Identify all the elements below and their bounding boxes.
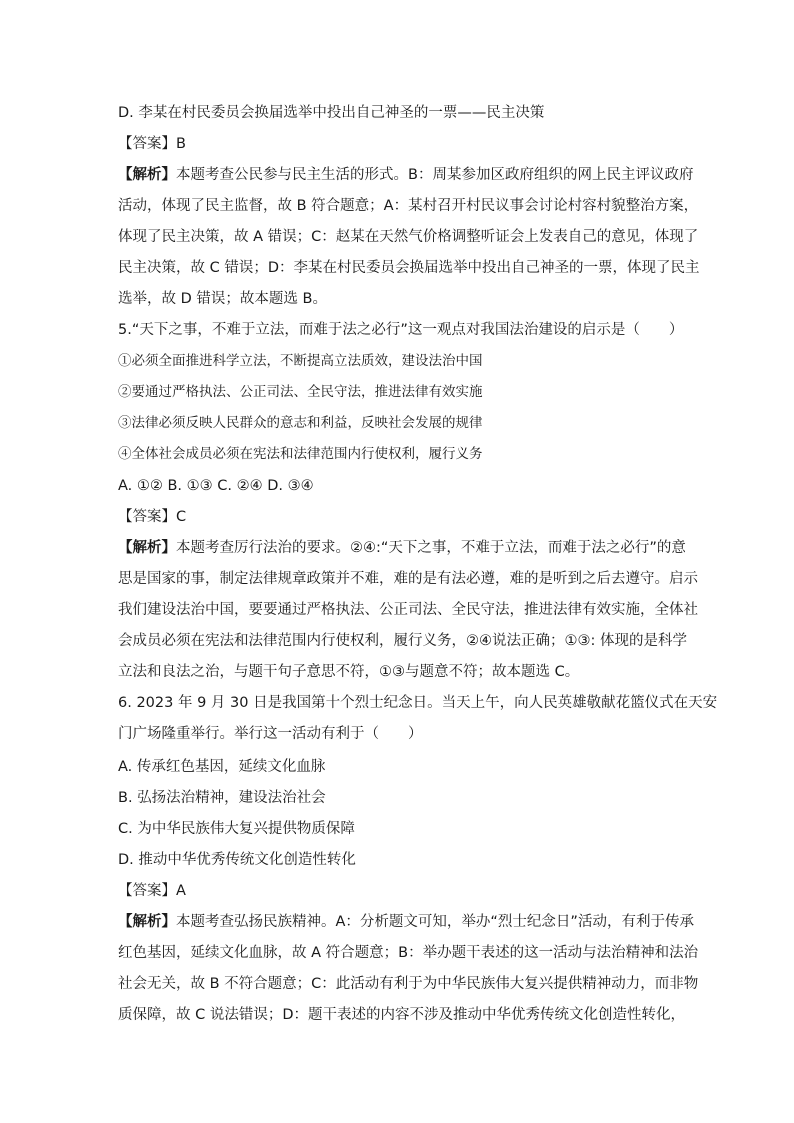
q6-analysis-line-2: 红色基因，延续文化血脉，故 A 符合题意；B：举办题干表述的这一活动与法治精神和法治 [118,945,699,961]
q5-statement-2: ②要通过严格执法、公正司法、全民守法，推进法律有效实施 [118,384,483,400]
q4-answer: 【答案】B [118,136,186,152]
q6-analysis-line-4: 质保障，故 C 说法错误；D：题干表述的内容不涉及推动中华优秀传统文化创造性转化， [118,1007,686,1023]
q5-stem: 5.“天下之事，不难于立法，而难于法之必行”这一观点对我国法治建设的启示是（ ） [118,322,684,338]
q5-analysis-line-1: 【解析】本题考查厉行法治的要求。②④:“天下之事，不难于立法，而难于法之必行”的意 [118,540,686,556]
q4-option-d: D. 李某在村民委员会换届选举中投出自己神圣的一票——民主决策 [118,105,545,121]
q6-stem-line-1: 6. 2023 年 9 月 30 日是我国第十个烈士纪念日。当天上午，向人民英雄敬献花篮仪式在天安 [118,695,718,711]
q4-analysis-line-2: 活动，体现了民主监督，故 B 符合题意；A：某村召开村民议事会讨论村容村貌整治方案， [118,198,699,214]
q5-analysis-line-3: 我们建设法治中国，要要通过严格执法、公正司法、全民守法，推进法律有效实施，全体社 [118,602,698,618]
q6-option-a: A. 传承红色基因，延续文化血脉 [118,759,326,775]
q5-statement-4: ④全体社会成员必须在宪法和法律范围内行使权利，履行义务 [118,446,483,462]
q4-analysis-line-1: 【解析】本题考查公民参与民主生活的形式。B：周某参加区政府组织的网上民主评议政府 [118,167,694,183]
q4-analysis-line-3: 体现了民主决策，故 A 错误；C：赵某在天然气价格调整听证会上发表自己的意见，体现了 [118,229,699,245]
q6-option-d: D. 推动中华优秀传统文化创造性转化 [118,852,356,868]
q5-statement-3: ③法律必须反映人民群众的意志和利益，反映社会发展的规律 [118,415,483,431]
q6-analysis-line-3: 社会无关，故 B 不符合题意；C：此活动有利于为中华民族伟大复兴提供精神动力，而非物 [118,976,699,992]
q5-answer: 【答案】C [118,509,187,525]
q5-statement-1: ①必须全面推进科学立法，不断提高立法质效，建设法治中国 [118,353,483,369]
q4-analysis-line-4: 民主决策，故 C 错误；D：李某在村民委员会换届选举中投出自己神圣的一票，体现了民主 [118,260,700,276]
q5-analysis-line-5: 立法和良法之治，与题干句子意思不符，①③与题意不符；故本题选 C。 [118,664,580,680]
q6-answer: 【答案】A [118,883,186,899]
analysis-label: 【解析】 [118,914,176,930]
analysis-label: 【解析】 [118,540,176,556]
q6-stem-line-2: 门广场隆重举行。举行这一活动有利于（ ） [118,726,423,742]
q6-option-c: C. 为中华民族伟大复兴提供物质保障 [118,821,355,837]
q6-analysis-line-1: 【解析】本题考查弘扬民族精神。A：分析题文可知，举办“烈士纪念日”活动，有利于传承 [118,914,694,930]
q5-analysis-line-4: 会成员必须在宪法和法律范围内行使权利，履行义务，②④说法正确；①③: 体现的是科学 [118,633,687,649]
q6-option-b: B. 弘扬法治精神，建设法治社会 [118,790,326,806]
analysis-label: 【解析】 [118,167,176,183]
q5-analysis-line-2: 思是国家的事，制定法律规章政策并不难，难的是有法必遵，难的是听到之后去遵守。启示 [118,571,698,587]
q4-analysis-line-5: 选举，故 D 错误；故本题选 B。 [118,291,327,307]
q5-choices: A. ①② B. ①③ C. ②④ D. ③④ [118,478,314,494]
